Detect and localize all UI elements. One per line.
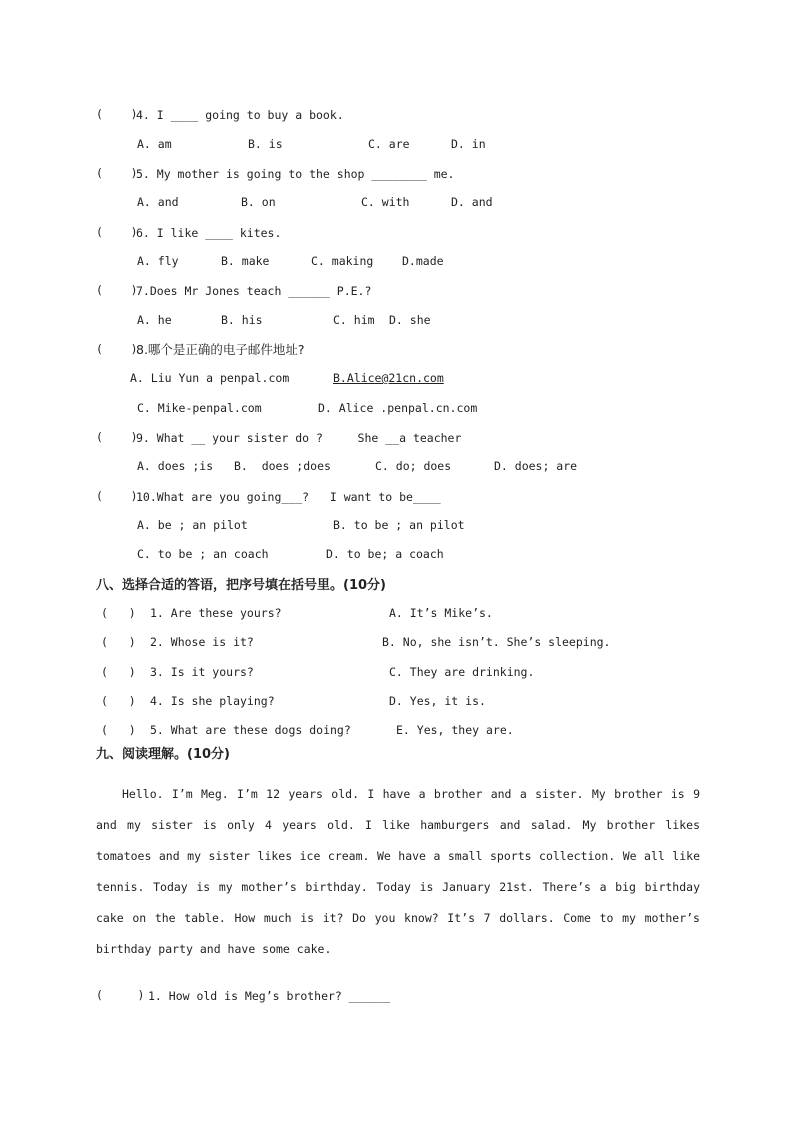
question-6-stem: 6. I like ____ kites.: [136, 226, 282, 240]
q4-option-c: C. are: [368, 137, 410, 151]
reading-question-1: 1. How old is Meg’s brother? ______: [148, 989, 391, 1003]
match-paren-5[interactable]: ( ): [101, 723, 136, 737]
q9-option-c: C. do; does: [375, 459, 452, 473]
answer-paren-q9[interactable]: ( ): [96, 430, 138, 444]
reading-passage: Hello. I’m Meg. I’m 12 years old. I have a brother and a sister. My brother is 9 and my sister is only 4 years old. I like hamburgers and salad. My brother likes tomatoes and my sister likes ice cream. We have a small sports collection. We all like tennis. Today is my mother’s birthday. Today is January 21st. There’s a big birthday cake on the table. How much is it? Do you know? It’s 7 dollars. Come to my mother’s birthday party and have some cake.: [96, 787, 700, 956]
match-paren-2[interactable]: ( ): [101, 635, 136, 649]
match-answer-b: B. No, she isn’t. She’s sleeping.: [382, 635, 611, 649]
question-8-stem: 8.哪个是正确的电子邮件地址?: [136, 342, 305, 357]
q6-option-b: B. make: [221, 254, 270, 268]
q9-option-a: A. does ;is: [137, 459, 214, 473]
q9-option-b: B. does ;does: [234, 459, 331, 473]
q5-option-c: C. with: [361, 195, 410, 209]
q8-option-b: B.Alice@21cn.com: [333, 371, 444, 385]
q5-option-d: D. and: [451, 195, 493, 209]
section-8-title: 八、选择合适的答语，把序号填在括号里。(10分): [96, 578, 386, 593]
match-paren-3[interactable]: ( ): [101, 665, 136, 679]
match-question-1: 1. Are these yours?: [150, 606, 282, 620]
q5-option-a: A. and: [137, 195, 179, 209]
q7-option-d: D. she: [389, 313, 431, 327]
section-9-title: 九、阅读理解。(10分): [96, 747, 230, 762]
q8-option-c: C. Mike-penpal.com: [137, 401, 262, 415]
match-answer-a: A. It’s Mike’s.: [389, 606, 493, 620]
answer-paren-q10[interactable]: ( ): [96, 489, 138, 503]
reading-answer-paren-1[interactable]: ( ): [96, 988, 145, 1002]
match-answer-d: D. Yes, it is.: [389, 694, 486, 708]
match-question-2: 2. Whose is it?: [150, 635, 254, 649]
question-9-stem: 9. What __ your sister do ? She __a teacher: [136, 431, 462, 445]
q8-option-d: D. Alice .penpal.cn.com: [318, 401, 478, 415]
answer-paren-q7[interactable]: ( ): [96, 283, 138, 297]
match-answer-e: E. Yes, they are.: [396, 723, 514, 737]
match-paren-4[interactable]: ( ): [101, 694, 136, 708]
match-question-3: 3. Is it yours?: [150, 665, 254, 679]
q4-option-b: B. is: [248, 137, 283, 151]
q7-option-b: B. his: [221, 313, 263, 327]
q10-option-b: B. to be ; an pilot: [333, 518, 465, 532]
q6-option-a: A. fly: [137, 254, 179, 268]
q7-option-a: A. he: [137, 313, 172, 327]
q8-option-a: A. Liu Yun a penpal.com: [130, 371, 290, 385]
question-7-stem: 7.Does Mr Jones teach ______ P.E.?: [136, 284, 372, 298]
question-4-stem: 4. I ____ going to buy a book.: [136, 108, 344, 122]
q6-option-c: C. making: [311, 254, 374, 268]
q10-option-a: A. be ; an pilot: [137, 518, 248, 532]
q4-option-d: D. in: [451, 137, 486, 151]
q4-option-a: A. am: [137, 137, 172, 151]
question-5-stem: 5. My mother is going to the shop ________ me.: [136, 167, 455, 181]
q7-option-c: C. him: [333, 313, 375, 327]
match-answer-c: C. They are drinking.: [389, 665, 535, 679]
q10-option-c: C. to be ; an coach: [137, 547, 269, 561]
answer-paren-q4[interactable]: ( ): [96, 107, 138, 121]
answer-paren-q8[interactable]: ( ): [96, 342, 138, 356]
answer-paren-q6[interactable]: ( ): [96, 225, 138, 239]
question-10-stem: 10.What are you going___? I want to be____: [136, 490, 441, 504]
q5-option-b: B. on: [241, 195, 276, 209]
answer-paren-q5[interactable]: ( ): [96, 166, 138, 180]
q10-option-d: D. to be; a coach: [326, 547, 444, 561]
match-question-4: 4. Is she playing?: [150, 694, 275, 708]
q6-option-d: D.made: [402, 254, 444, 268]
q9-option-d: D. does; are: [494, 459, 578, 473]
match-question-5: 5. What are these dogs doing?: [150, 723, 351, 737]
match-paren-1[interactable]: ( ): [101, 606, 136, 620]
